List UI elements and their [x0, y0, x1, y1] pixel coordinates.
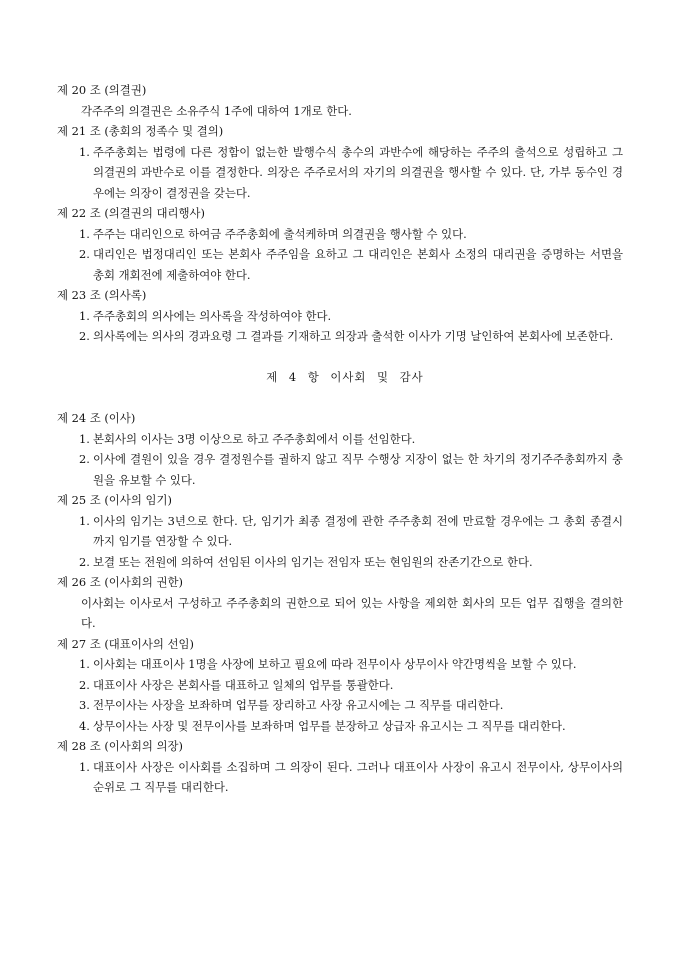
item-text: 주주총회는 법령에 다른 정함이 없는한 발행수식 총수의 과반수에 해당하는 주주의 출석으로 성립하고 그 의결권의 과반수로 이를 결정한다. 의장은 주주로서의 자기의 의결권을 행사할 수 있다. 단, 가부 동수인 경우에는 의장이 결정권을 갖는다.: [93, 144, 623, 200]
list-item: [57, 654, 623, 675]
item-text: 보결 또는 전원에 의하여 선임된 이사의 임기는 전임자 또는 현임원의 잔존기간으로 한다.: [93, 554, 533, 569]
item-text: 이사회는 대표이사 1명을 사장에 보하고 필요에 따라 전무이사 상무이사 약간명씩을 보할 수 있다.: [93, 657, 577, 671]
item-number: 4.: [79, 718, 90, 733]
article: [57, 203, 623, 285]
list-item: [57, 675, 623, 696]
list-item: [57, 757, 623, 798]
articles-before-section: [57, 80, 623, 347]
article-heading: 제 26 조 (이사회의 권한): [57, 575, 183, 589]
item-number: 2.: [79, 247, 90, 261]
article: [57, 572, 623, 634]
article: [57, 634, 623, 737]
list-item: [57, 716, 623, 737]
list-item: [57, 224, 623, 245]
article: [57, 80, 623, 121]
item-number: 2.: [79, 452, 90, 466]
article: [57, 285, 623, 347]
list-item: [57, 429, 623, 450]
item-text: 대리인은 법정대리인 또는 본회사 주주임을 요하고 그 대리인은 본회사 소정의 대리권을 증명하는 서면을 총회 개회전에 제출하여야 한다.: [93, 247, 623, 282]
article-heading: 제 20 조 (의결권): [57, 83, 147, 97]
item-text: 이사에 결원이 있을 경우 결정원수를 궐하지 않고 직무 수행상 지장이 없는 한 차기의 정기주주총회까지 충원을 유보할 수 있다.: [93, 452, 623, 487]
item-text: 본회사의 이사는 3명 이상으로 하고 주주총회에서 이를 선임한다.: [93, 431, 416, 446]
article: [57, 736, 623, 798]
article-heading: 제 24 조 (이사): [57, 411, 136, 425]
document-body: [57, 80, 623, 798]
item-number: 3.: [79, 698, 90, 712]
item-text: 대표이사 사장은 본회사를 대표하고 일체의 업무를 통괄한다.: [93, 677, 394, 692]
item-text: 상무이사는 사장 및 전무이사를 보좌하며 업무를 분장하고 상급자 유고시는 그 직무를 대리한다.: [93, 718, 566, 733]
item-text: 전무이사는 사장을 보좌하며 업무를 장리하고 사장 유고시에는 그 직무를 대리한다.: [93, 698, 504, 712]
item-number: 2.: [79, 554, 90, 569]
articles-after-section: [57, 408, 623, 798]
item-text: 대표이사 사장은 이사회를 소집하며 그 의장이 된다. 그러나 대표이사 사장이 유고시 전무이사, 상무이사의 순위로 그 직무를 대리한다.: [93, 759, 623, 794]
list-item: [57, 244, 623, 285]
article: [57, 408, 623, 490]
article: [57, 121, 623, 203]
item-number: 1.: [79, 513, 90, 528]
list-item: [57, 511, 623, 552]
article-heading: 제 22 조 (의결권의 대리행사): [57, 206, 205, 220]
list-item: [57, 142, 623, 204]
list-item: [57, 306, 623, 327]
item-text: 이사의 임기는 3년으로 한다. 단, 임기가 최종 결정에 관한 주주총회 전에 만료할 경우에는 그 총회 종결시까지 임기를 연장할 수 있다.: [93, 513, 623, 548]
item-text: 의사록에는 의사의 경과요령 그 결과를 기재하고 의장과 출석한 이사가 기명 날인하여 본회사에 보존한다.: [93, 329, 614, 343]
item-text: 주주는 대리인으로 하여금 주주총회에 출석케하며 의결권을 행사할 수 있다.: [93, 226, 467, 241]
article: [57, 490, 623, 572]
article-heading: 제 28 조 (이사회의 의장): [57, 739, 183, 753]
item-number: 1.: [79, 226, 90, 241]
article-paragraph: 이사회는 이사로서 구성하고 주주총회의 권한으로 되어 있는 사항을 제외한 회사의 모든 업무 집행을 결의한다.: [81, 595, 623, 630]
item-number: 1.: [79, 308, 90, 323]
article-heading: 제 23 조 (의사록): [57, 288, 147, 302]
item-number: 1.: [79, 759, 90, 774]
article-heading: 제 21 조 (총회의 정족수 및 결의): [57, 124, 224, 138]
item-number: 1.: [79, 657, 90, 671]
list-item: [57, 695, 623, 716]
article-heading: 제 25 조 (이사의 임기): [57, 493, 172, 507]
item-number: 2.: [79, 329, 90, 343]
article-heading: 제 27 조 (대표이사의 선임): [57, 636, 194, 651]
list-item: [57, 326, 623, 347]
list-item: [57, 552, 623, 573]
list-item: [57, 449, 623, 490]
item-number: 1.: [79, 431, 90, 446]
item-number: 1.: [79, 144, 90, 159]
item-text: 주주총회의 의사에는 의사록을 작성하여야 한다.: [93, 308, 332, 323]
item-number: 2.: [79, 677, 90, 692]
article-paragraph: 각주주의 의결권은 소유주식 1주에 대하여 1개로 한다.: [81, 103, 352, 118]
section-title: 제 4 항 이사회 및 감사: [266, 369, 424, 384]
